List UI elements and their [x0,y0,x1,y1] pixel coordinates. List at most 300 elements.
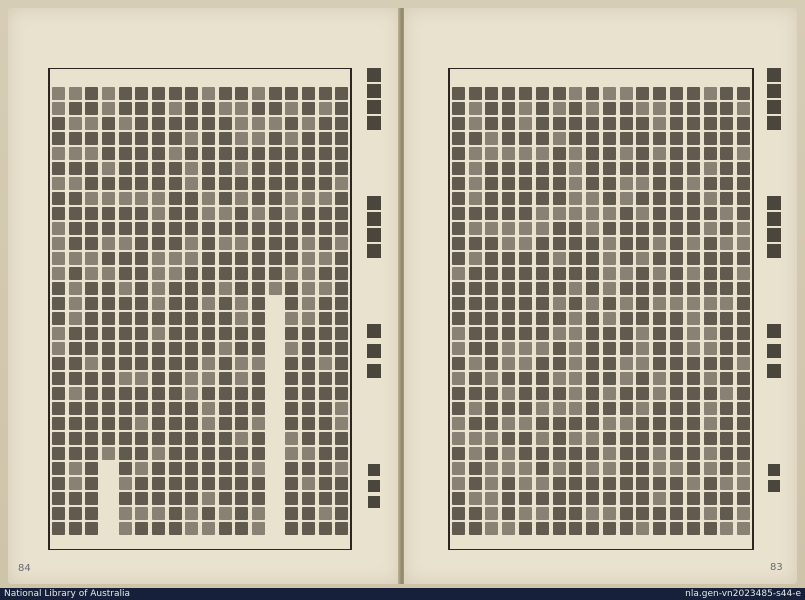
glyph [302,252,315,265]
glyph [620,192,633,205]
text-column [702,87,718,539]
glyph [202,492,215,505]
glyph [536,462,549,475]
glyph [586,342,599,355]
glyph [553,477,566,490]
glyph [485,447,498,460]
glyph [85,522,98,535]
glyph [269,222,282,235]
glyph [687,447,700,460]
glyph [302,462,315,475]
glyph [235,447,248,460]
glyph [704,132,717,145]
glyph [653,207,666,220]
glyph [135,252,148,265]
text-column [736,87,752,539]
glyph [687,147,700,160]
glyph [452,447,465,460]
glyph [202,417,215,430]
glyph [485,147,498,160]
glyph [135,222,148,235]
text-column [484,87,500,539]
glyph [469,417,482,430]
glyph [636,462,649,475]
glyph [319,87,332,100]
glyph [653,357,666,370]
glyph [569,162,582,175]
glyph [219,402,232,415]
glyph [687,267,700,280]
glyph [152,447,165,460]
glyph [85,237,98,250]
glyph [603,102,616,115]
glyph [185,312,198,325]
glyph [335,327,348,340]
left-running-head [356,68,392,508]
glyph [536,402,549,415]
glyph [269,207,282,220]
glyph [219,132,232,145]
glyph [737,342,750,355]
glyph [235,117,248,130]
glyph [519,87,532,100]
glyph [670,252,683,265]
glyph [704,162,717,175]
glyph [737,237,750,250]
glyph [536,357,549,370]
glyph [720,147,733,160]
glyph [52,402,65,415]
glyph [569,267,582,280]
glyph [687,282,700,295]
glyph [235,177,248,190]
glyph [85,507,98,520]
glyph [152,402,165,415]
glyph [119,402,132,415]
glyph [485,267,498,280]
glyph [485,252,498,265]
glyph [119,342,132,355]
glyph [603,327,616,340]
glyph [169,312,182,325]
glyph [69,492,82,505]
text-column [719,87,735,539]
glyph [85,312,98,325]
glyph [335,432,348,445]
glyph [720,117,733,130]
glyph [536,222,549,235]
glyph [302,132,315,145]
glyph [302,237,315,250]
glyph [469,192,482,205]
glyph [119,477,132,490]
glyph [519,252,532,265]
glyph [620,267,633,280]
glyph [519,132,532,145]
glyph [536,162,549,175]
glyph [252,147,265,160]
glyph [469,462,482,475]
glyph [469,312,482,325]
glyph [603,237,616,250]
glyph [169,237,182,250]
glyph [687,87,700,100]
glyph [653,387,666,400]
glyph [102,117,115,130]
glyph [704,252,717,265]
glyph [285,267,298,280]
glyph [653,522,666,535]
glyph [102,387,115,400]
glyph [603,477,616,490]
glyph [52,477,65,490]
glyph [235,507,248,520]
glyph [169,492,182,505]
glyph [69,432,82,445]
glyph [202,387,215,400]
glyph [169,402,182,415]
text-column [450,87,466,539]
glyph [519,162,532,175]
glyph [202,312,215,325]
glyph [704,297,717,310]
glyph [252,462,265,475]
glyph [653,192,666,205]
glyph [219,147,232,160]
glyph [469,237,482,250]
glyph [202,357,215,370]
glyph [119,492,132,505]
glyph [519,267,532,280]
glyph [620,477,633,490]
glyph [85,177,98,190]
glyph [586,387,599,400]
glyph [485,387,498,400]
glyph [704,177,717,190]
glyph [452,282,465,295]
glyph [302,327,315,340]
glyph [687,462,700,475]
glyph [219,177,232,190]
glyph [636,102,649,115]
glyph [235,252,248,265]
glyph [469,507,482,520]
glyph [252,267,265,280]
glyph [653,507,666,520]
glyph [102,222,115,235]
glyph [704,522,717,535]
glyph [452,252,465,265]
glyph [202,507,215,520]
glyph [553,372,566,385]
glyph [52,207,65,220]
glyph [169,132,182,145]
glyph [603,162,616,175]
glyph [119,192,132,205]
glyph [235,267,248,280]
right-pencil-page-number: 83 [770,562,783,573]
glyph [52,432,65,445]
glyph [135,312,148,325]
glyph [152,312,165,325]
glyph [335,462,348,475]
glyph [335,357,348,370]
glyph [519,372,532,385]
glyph [52,117,65,130]
glyph [452,222,465,235]
glyph [285,282,298,295]
glyph [135,192,148,205]
glyph [302,357,315,370]
glyph [285,417,298,430]
glyph [235,312,248,325]
glyph [235,357,248,370]
glyph [720,327,733,340]
glyph [704,282,717,295]
glyph [603,342,616,355]
glyph [485,87,498,100]
glyph [636,117,649,130]
glyph [720,132,733,145]
glyph [586,297,599,310]
glyph [536,87,549,100]
glyph [319,267,332,280]
glyph [536,177,549,190]
glyph [85,132,98,145]
glyph [269,252,282,265]
glyph [485,282,498,295]
glyph [252,132,265,145]
glyph [687,162,700,175]
text-column [134,87,150,539]
glyph [569,237,582,250]
glyph [202,372,215,385]
glyph [319,342,332,355]
glyph [469,372,482,385]
glyph [502,297,515,310]
glyph [135,132,148,145]
glyph [502,342,515,355]
glyph [285,507,298,520]
text-column [568,87,584,539]
glyph [452,312,465,325]
glyph [169,327,182,340]
glyph [202,267,215,280]
glyph [202,147,215,160]
glyph [502,507,515,520]
text-column [267,87,283,539]
glyph [553,192,566,205]
glyph [469,222,482,235]
glyph [553,252,566,265]
glyph [519,117,532,130]
glyph [102,267,115,280]
glyph [69,357,82,370]
glyph [52,297,65,310]
glyph [653,87,666,100]
glyph [636,162,649,175]
glyph [135,372,148,385]
glyph [235,162,248,175]
glyph [219,447,232,460]
glyph [202,462,215,475]
text-column [217,87,233,539]
glyph [219,372,232,385]
glyph [536,267,549,280]
glyph [636,192,649,205]
glyph [335,177,348,190]
glyph [185,462,198,475]
glyph [302,477,315,490]
glyph [85,297,98,310]
text-column [534,87,550,539]
glyph [69,237,82,250]
text-column [618,87,634,539]
glyph [670,237,683,250]
glyph [553,282,566,295]
glyph [252,102,265,115]
glyph [285,327,298,340]
glyph [335,342,348,355]
glyph [102,237,115,250]
glyph [219,297,232,310]
glyph [720,357,733,370]
glyph [252,447,265,460]
glyph [670,507,683,520]
glyph [119,177,132,190]
glyph [52,252,65,265]
right-gospel-name [767,196,781,258]
glyph [235,192,248,205]
glyph [69,402,82,415]
glyph [603,417,616,430]
glyph [235,132,248,145]
glyph [452,267,465,280]
glyph [235,372,248,385]
text-column [100,87,116,539]
glyph [653,177,666,190]
glyph [452,387,465,400]
glyph [620,432,633,445]
glyph [269,117,282,130]
glyph [52,102,65,115]
glyph [586,237,599,250]
glyph [720,162,733,175]
glyph [52,492,65,505]
glyph [586,162,599,175]
glyph [302,507,315,520]
glyph [219,252,232,265]
glyph [636,207,649,220]
glyph [720,267,733,280]
glyph [319,282,332,295]
glyph [536,477,549,490]
glyph [152,522,165,535]
footer-identifier: nla.gen-vn2023485-s44-e [685,589,801,599]
glyph [219,267,232,280]
glyph [69,297,82,310]
glyph [502,237,515,250]
glyph [502,357,515,370]
glyph [620,327,633,340]
glyph [202,402,215,415]
glyph [586,87,599,100]
glyph [235,102,248,115]
glyph [704,492,717,505]
glyph [85,342,98,355]
glyph [485,522,498,535]
glyph [135,237,148,250]
text-column [150,87,166,539]
glyph [69,372,82,385]
glyph [485,222,498,235]
glyph [519,417,532,430]
glyph [252,357,265,370]
glyph [670,207,683,220]
glyph [52,267,65,280]
glyph [69,507,82,520]
glyph [252,192,265,205]
glyph [452,477,465,490]
right-running-head [756,68,792,492]
glyph [52,162,65,175]
glyph [69,252,82,265]
glyph [737,372,750,385]
glyph [135,102,148,115]
glyph [269,237,282,250]
footer-bar [0,588,805,600]
glyph [135,147,148,160]
glyph [620,177,633,190]
glyph [85,87,98,100]
glyph [335,492,348,505]
glyph [737,507,750,520]
glyph [152,387,165,400]
glyph [185,267,198,280]
glyph [219,312,232,325]
glyph [219,477,232,490]
glyph [219,387,232,400]
glyph [335,372,348,385]
glyph [536,192,549,205]
glyph [485,327,498,340]
glyph [152,507,165,520]
glyph [169,207,182,220]
glyph [69,387,82,400]
glyph [603,372,616,385]
glyph [285,492,298,505]
glyph [737,177,750,190]
glyph [636,357,649,370]
glyph [52,447,65,460]
glyph [653,162,666,175]
glyph [135,327,148,340]
glyph [737,522,750,535]
glyph [536,522,549,535]
glyph [519,342,532,355]
glyph [452,417,465,430]
glyph [502,522,515,535]
glyph [185,207,198,220]
glyph [704,447,717,460]
glyph [119,207,132,220]
glyph [219,492,232,505]
glyph [636,417,649,430]
glyph [502,312,515,325]
glyph [452,507,465,520]
glyph [553,522,566,535]
glyph [519,402,532,415]
